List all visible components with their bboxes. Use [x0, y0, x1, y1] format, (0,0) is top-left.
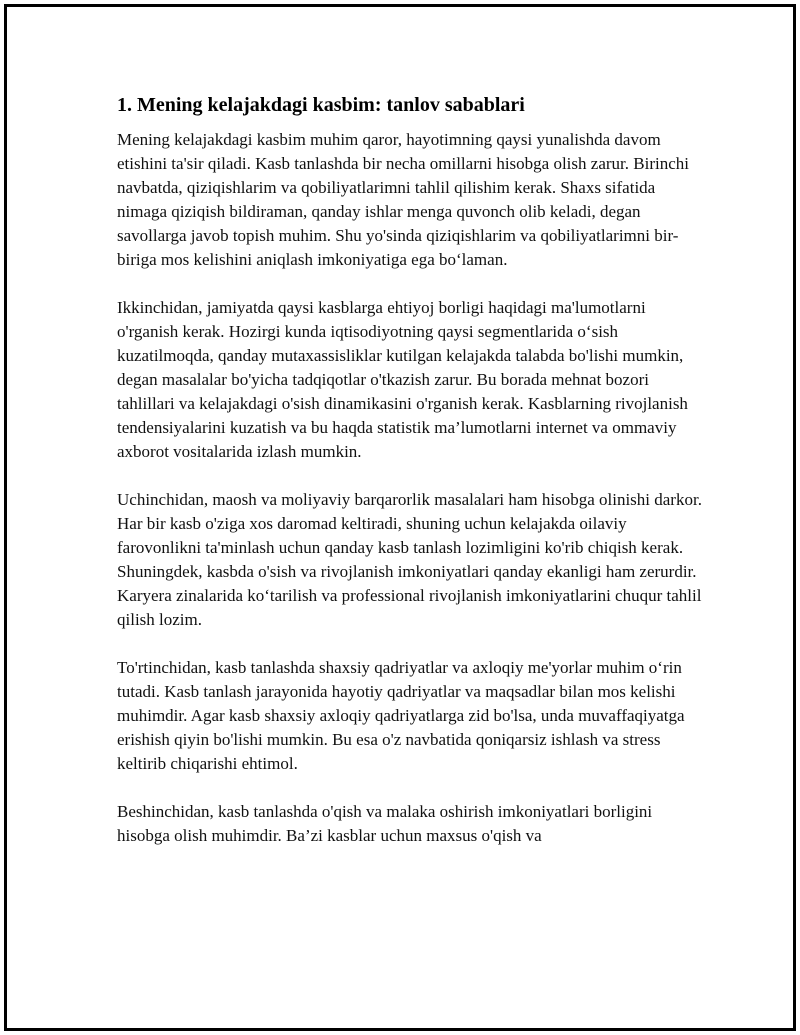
document-body: [117, 92, 707, 872]
paragraph-3: Uchinchidan, maosh va moliyaviy barqarorlik masalalari ham hisobga olinishi darkor. Har bir kasb o'ziga xos daromad keltiradi, shuning uchun kelajakda oilaviy farovonlikni ta'minlash uchun qanday kasb tanlash lozimligini ko'rib chiqish kerak. Shuningdek, kasbda o'sish va rivojlanish imkoniyatlari qanday ekanligi ham zerurdir. Karyera zinalarida ko‘tarilish va professional rivojlanish imkoniyatlarini chuqur tahlil qilish lozim.: [117, 490, 702, 629]
section-heading: 1. Mening kelajakdagi kasbim: tanlov sabablari: [117, 94, 525, 116]
paragraph-2: Ikkinchidan, jamiyatda qaysi kasblarga ehtiyoj borligi haqidagi ma'lumotlarni o'rganish kerak. Hozirgi kunda iqtisodiyotning qaysi segmentlarida o‘sish kuzatilmoqda, qanday mutaxassisliklar kutilgan kelajakda talabda bo'lishi mumkin, degan masalalar bo'yicha tadqiqotlar o'tkazish zarur. Bu borada mehnat bozori tahlillari va kelajakdagi o'sish dinamikasini o'rganish kerak. Kasblarning rivojlanish tendensiyalarini kuzatish va bu haqda statistik ma’lumotlarni internet va ommaviy axborot vositalarida izlash mumkin.: [117, 298, 688, 461]
paragraph-5: Beshinchidan, kasb tanlashda o'qish va malaka oshirish imkoniyatlari borligini hisobga olish muhimdir. Ba’zi kasblar uchun maxsus o'qish va: [117, 802, 653, 845]
paragraph-1: Mening kelajakdagi kasbim muhim qaror, hayotimning qaysi yunalishda davom etishini ta'sir qiladi. Kasb tanlashda bir necha omillarni hisobga olish zarur. Birinchi navbatda, qiziqishlarim va qobiliyatlarimni tahlil qilishim kerak. Shaxs sifatida nimaga qiziqish bildiraman, qanday ishlar menga quvonch olib keladi, degan savollarga javob topish muhim. Shu yo'sinda qiziqishlarim va qobiliyatlarimni bir-biriga mos kelishini aniqlash imkoniyatiga ega bo‘laman.: [117, 130, 689, 269]
paragraph-4: To'rtinchidan, kasb tanlashda shaxsiy qadriyatlar va axloqiy me'yorlar muhim o‘rin tutadi. Kasb tanlash jarayonida hayotiy qadriyatlar va maqsadlar bilan mos kelishi muhimdir. Agar kasb shaxsiy axloqiy qadriyatlarga zid bo'lsa, unda muvaffaqiyatga erishish qiyin bo'lishi mumkin. Bu esa o'z navbatida qoniqarsiz ishlash va stress keltirib chiqarishi ehtimol.: [117, 658, 685, 773]
